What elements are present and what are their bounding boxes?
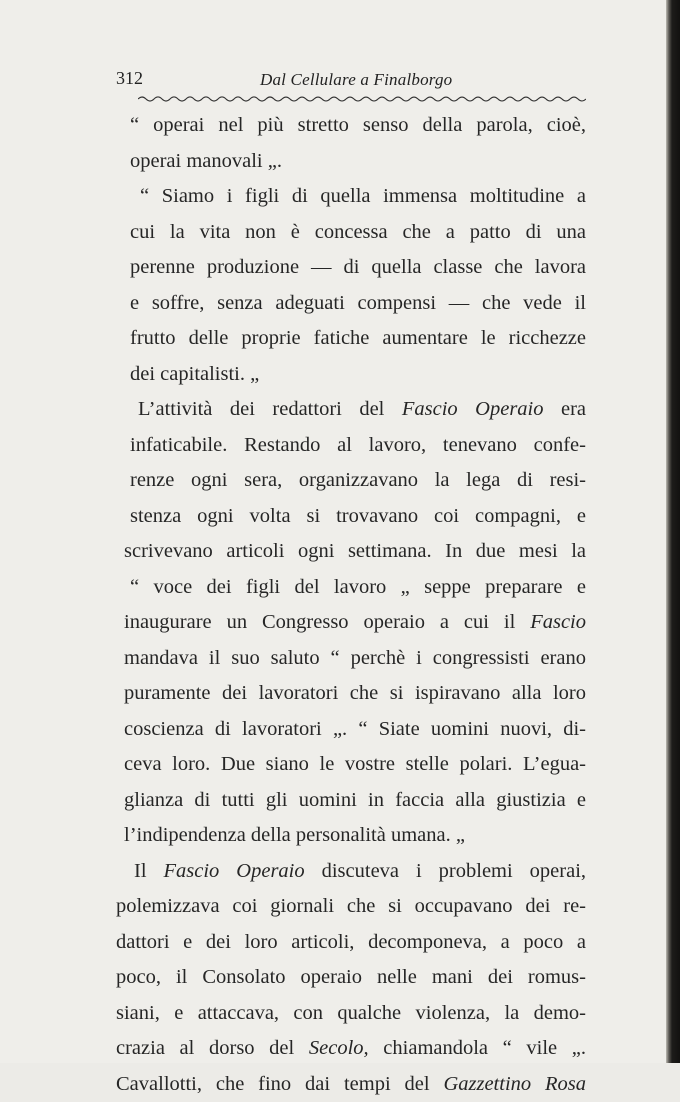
text-segment: chiamandola “ vile „. bbox=[383, 1037, 586, 1059]
text-line bbox=[116, 392, 586, 428]
text-line: mandava il suo saluto “ perchè i congressisti erano bbox=[116, 641, 586, 677]
body-text bbox=[116, 108, 586, 1102]
periodical-title: Fascio Operaio bbox=[402, 398, 544, 420]
text-line: cui la vita non è concessa che a patto di una bbox=[116, 215, 586, 251]
text-line: coscienza di lavoratori „. “ Siate uomini nuovi, di- bbox=[116, 712, 586, 748]
text-line: l’indipendenza della personalità umana. „ bbox=[116, 818, 586, 854]
text-line bbox=[116, 1031, 586, 1067]
text-segment: crazia al dorso del bbox=[116, 1037, 294, 1059]
text-line: operai manovali „. bbox=[116, 144, 586, 180]
text-line: e soffre, senza adeguati compensi — che vede il bbox=[116, 286, 586, 322]
running-title: Dal Cellulare a Finalborgo bbox=[260, 70, 452, 90]
text-line: ceva loro. Due siano le vostre stelle polari. L’egua- bbox=[116, 747, 586, 783]
text-segment: discuteva i problemi operai, bbox=[322, 860, 586, 882]
periodical-title: Secolo, bbox=[309, 1037, 369, 1059]
text-line: renze ogni sera, organizzavano la lega di resi- bbox=[116, 463, 586, 499]
text-line: “ operai nel più stretto senso della parola, cioè, bbox=[116, 108, 586, 144]
text-line: poco, il Consolato operaio nelle mani dei romus- bbox=[116, 960, 586, 996]
header-ornament-rule bbox=[138, 94, 586, 106]
text-line: puramente dei lavoratori che si ispiravano alla loro bbox=[116, 676, 586, 712]
text-line: glianza di tutti gli uomini in faccia alla giustizia e bbox=[116, 783, 586, 819]
page-header bbox=[116, 68, 586, 94]
text-line: perenne produzione — di quella classe che lavora bbox=[116, 250, 586, 286]
text-line: siani, e attaccava, con qualche violenza, la demo- bbox=[116, 996, 586, 1032]
text-segment: Il bbox=[134, 860, 147, 882]
text-line: stenza ogni volta si trovavano coi compagni, e bbox=[116, 499, 586, 535]
text-line: “ Siamo i figli di quella immensa moltitudine a bbox=[116, 179, 586, 215]
text-line bbox=[116, 854, 586, 890]
text-line: polemizzava coi giornali che si occupavano dei re- bbox=[116, 889, 586, 925]
periodical-title: Fascio Operaio bbox=[164, 860, 305, 882]
text-segment: era bbox=[561, 398, 586, 420]
text-line: “ voce dei figli del lavoro „ seppe preparare e bbox=[116, 570, 586, 606]
text-line: dei capitalisti. „ bbox=[116, 357, 586, 393]
text-line bbox=[116, 605, 586, 641]
periodical-title: Gazzettino Rosa bbox=[443, 1073, 586, 1095]
text-line: frutto delle proprie fatiche aumentare le ricchezze bbox=[116, 321, 586, 357]
text-segment: Cavallotti, che fino dai tempi del bbox=[116, 1073, 430, 1095]
text-line: infaticabile. Restando al lavoro, tenevano confe- bbox=[116, 428, 586, 464]
text-segment: L’attività dei redattori del bbox=[138, 398, 384, 420]
text-line bbox=[116, 1067, 586, 1102]
page-number: 312 bbox=[116, 68, 143, 89]
text-line: dattori e dei loro articoli, decomponeva, a poco a bbox=[116, 925, 586, 961]
text-line: scrivevano articoli ogni settimana. In due mesi la bbox=[116, 534, 586, 570]
text-segment: inaugurare un Congresso operaio a cui il bbox=[124, 611, 515, 633]
periodical-title: Fascio bbox=[530, 611, 586, 633]
book-spine-edge bbox=[666, 0, 680, 1063]
